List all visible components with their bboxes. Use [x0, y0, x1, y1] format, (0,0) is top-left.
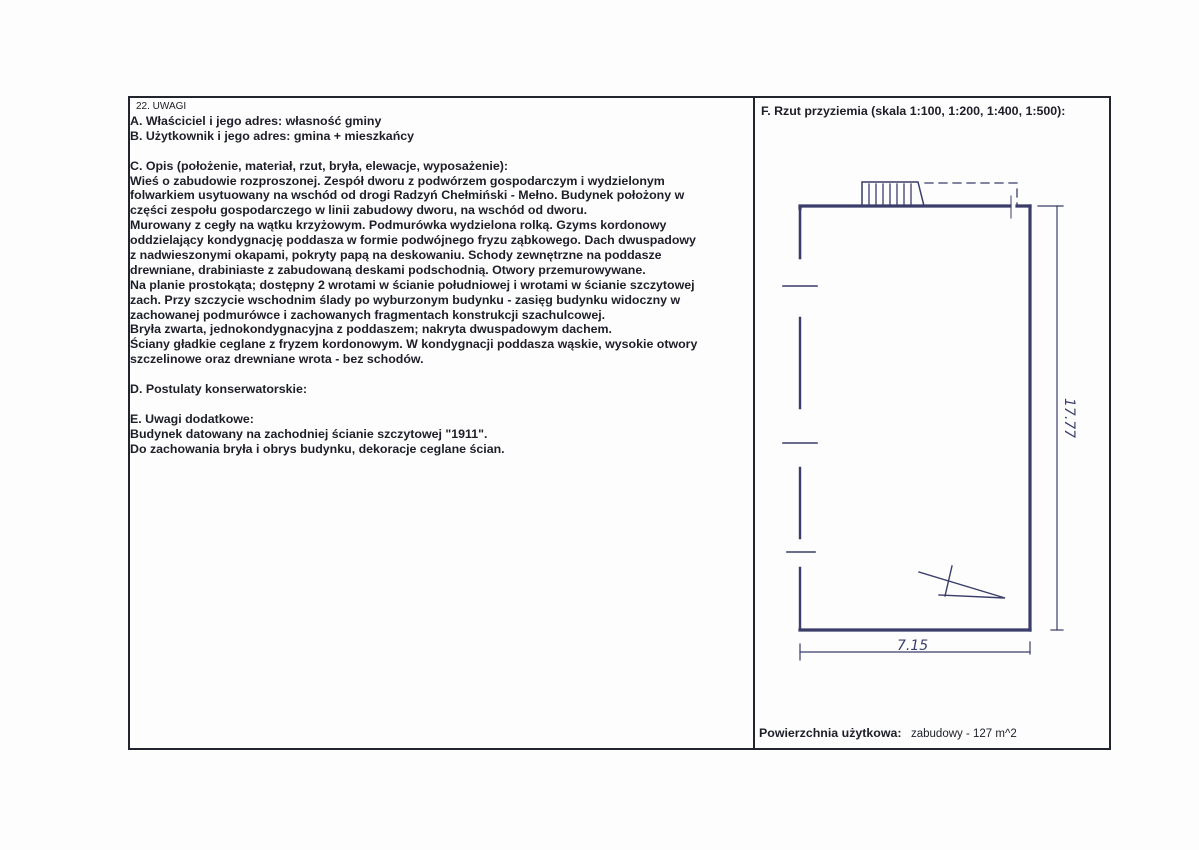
- postulates-heading: D. Postulaty konserwatorskie:: [130, 382, 307, 397]
- remarks-line: Budynek datowany na zachodniej ścianie szczytowej "1911".: [130, 426, 488, 441]
- description-line: części zespołu gospodarczego w linii zabudowy dworu, na wschód od dworu.: [130, 203, 588, 218]
- description-line: drewniane, drabiniaste z zabudowaną deskami podschodnią. Otwory przemurowywane.: [130, 262, 646, 277]
- description-line: oddzielający kondygnację poddasza w formie podwójnego fryzu ząbkowego. Dach dwuspadowy: [130, 233, 696, 248]
- user-line: B. Użytkownik i jego adres: gmina + mieszkańcy: [130, 128, 415, 143]
- spacer: [130, 367, 750, 382]
- description-line: z nadwieszonymi okapami, pokryty papą na deskowaniu. Schody zewnętrzne na poddasze: [130, 248, 662, 263]
- description-line: zachowanej podmurówce i zachowanych fragmentach konstrukcji szachulcowej.: [130, 307, 606, 322]
- description-line: Na planie prostokąta; dostępny 2 wrotami w ścianie południowej i wrotami w ścianie szczytowej: [130, 277, 695, 292]
- spacer: [130, 397, 750, 412]
- description-line: Wieś o zabudowie rozproszonej. Zespół dworu z podwórzem gospodarczym i wydzielonym: [130, 173, 665, 188]
- dimension-width: 7.15: [897, 638, 929, 654]
- dimension-length: 17.77: [1061, 398, 1077, 439]
- remarks-heading: E. Uwagi dodatkowe:: [130, 411, 254, 426]
- record-sheet: [128, 96, 1111, 750]
- description-line: Bryła zwarta, jednokondygnacyjna z poddaszem; nakryta dwuspadowym dachem.: [130, 322, 612, 337]
- description-line: zach. Przy szczycie wschodnim ślady po wyburzonym budynku - zasięg budynku widoczny w: [130, 292, 681, 307]
- description-line: szczelinowe oraz drewniane wrota - bez schodów.: [130, 352, 424, 367]
- remarks-line: Do zachowania bryła i obrys budynku, dekoracje ceglane ścian.: [130, 441, 505, 456]
- remarks-text: [130, 114, 750, 456]
- area-label: Powierzchnia użytkowa:: [759, 726, 902, 740]
- area-value: zabudowy - 127 m^2: [910, 728, 1017, 740]
- description-line: folwarkiem usytuowany na wschód od drogi Radzyń Chełmiński - Mełno. Budynek położony w: [130, 188, 685, 203]
- floor-plan-drawing: [755, 98, 1109, 718]
- remarks-panel: [130, 98, 752, 748]
- spacer: [130, 144, 750, 159]
- description-line: Murowany z cegły na wątku krzyżowym. Podmurówka wydzielona rolką. Gzyms kordonowy: [130, 218, 667, 233]
- usable-area: [759, 726, 1017, 740]
- section-number: 22. UWAGI: [136, 101, 187, 112]
- description-line: Ściany gładkie ceglane z fryzem kordonowym. W kondygnacji poddasza wąskie, wysokie otwory: [130, 337, 698, 352]
- floor-plan-panel: [755, 98, 1109, 748]
- plan-title: F. Rzut przyziemia (skala 1:100, 1:200, 1:400, 1:500):: [761, 104, 1066, 118]
- owner-line: A. Właściciel i jego adres: własność gminy: [130, 114, 382, 128]
- description-heading: C. Opis (położenie, materiał, rzut, bryła, elewacje, wyposażenie):: [130, 158, 509, 173]
